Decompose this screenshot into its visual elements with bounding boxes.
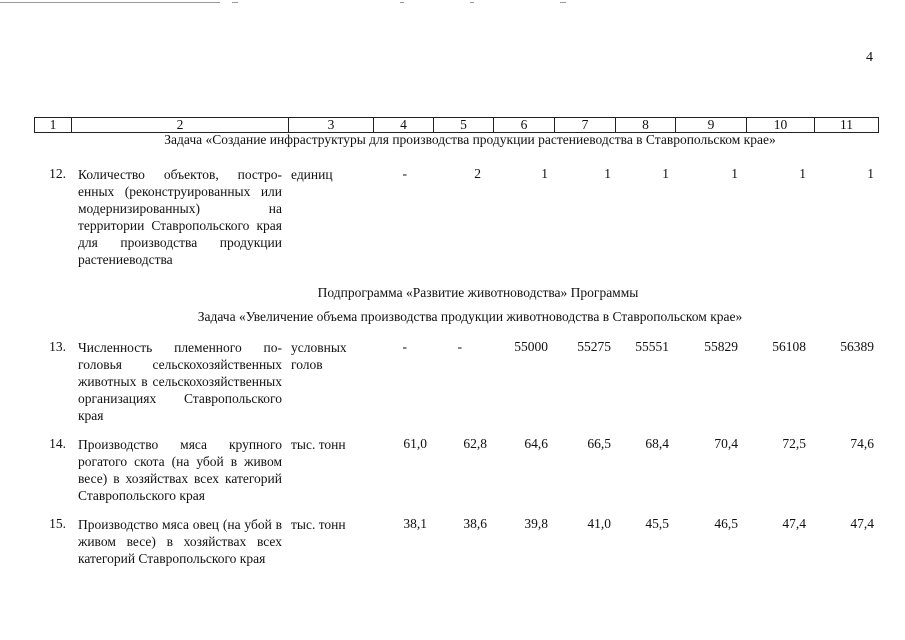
value-col-7: 55275: [577, 339, 611, 354]
value-col-8: 45,5: [645, 516, 669, 531]
value-col-6: 55000: [514, 339, 548, 354]
value-col-5: 62,8: [463, 436, 487, 451]
column-header-1: 1: [34, 117, 72, 133]
row-number: 15.: [49, 516, 66, 531]
value-col-10: 72,5: [782, 436, 806, 451]
value-col-8: 68,4: [645, 436, 669, 451]
value-col-6: 1: [541, 166, 548, 181]
column-header-4: 4: [373, 117, 434, 133]
column-header-2: 2: [71, 117, 289, 133]
value-col-8: 1: [662, 166, 669, 181]
value-col-9: 55829: [704, 339, 738, 354]
column-header-5: 5: [433, 117, 494, 133]
column-header-10: 10: [746, 117, 815, 133]
task-heading-livestock: Задача «Увеличение объема производства продукции животноводства в Ставропольском крае»: [197, 309, 743, 324]
value-col-7: 41,0: [587, 516, 611, 531]
task-heading-crop-infrastructure: Задача «Создание инфраструктуры для производства продукции растениеводства в Ставропольском крае»: [164, 132, 776, 147]
column-header-11: 11: [814, 117, 879, 133]
scan-artifact-line: [0, 2, 220, 3]
value-col-4: -: [402, 339, 407, 354]
value-col-6: 39,8: [524, 516, 548, 531]
column-header-7: 7: [554, 117, 616, 133]
indicator-name: Численность племенного поголовья сельскохозяйственных животных в сельскохозяйственных организациях Ставропольского края: [78, 340, 282, 423]
unit-of-measure: тыс. тонн: [291, 517, 346, 532]
unit-of-measure: единиц: [291, 167, 333, 182]
value-col-7: 66,5: [587, 436, 611, 451]
value-col-11: 74,6: [850, 436, 874, 451]
row-number: 14.: [49, 436, 66, 451]
row-number: 13.: [49, 339, 66, 354]
value-col-5: -: [457, 339, 462, 354]
value-col-4: -: [402, 166, 407, 181]
value-col-10: 56108: [772, 339, 806, 354]
unit-of-measure: тыс. тонн: [291, 437, 346, 452]
value-col-7: 1: [604, 166, 611, 181]
value-col-5: 38,6: [463, 516, 487, 531]
value-col-11: 47,4: [850, 516, 874, 531]
scan-artifact-line: [232, 2, 238, 3]
value-col-5: 2: [474, 166, 481, 181]
page-number: 4: [866, 50, 873, 65]
value-col-11: 56389: [840, 339, 874, 354]
value-col-11: 1: [867, 166, 874, 181]
row-number: 12.: [49, 166, 66, 181]
subprogram-heading-livestock: Подпрограмма «Развитие животноводства» Программы: [317, 285, 639, 300]
value-col-6: 64,6: [524, 436, 548, 451]
value-col-4: 61,0: [403, 436, 427, 451]
value-col-9: 70,4: [714, 436, 738, 451]
indicator-name: Количество объектов, построенных (реконструированных или модернизированных) на территории Ставропольского края для производства продукции растениеводства: [78, 167, 282, 267]
value-col-9: 1: [731, 166, 738, 181]
scan-artifact-line: [560, 2, 566, 3]
column-header-3: 3: [288, 117, 374, 133]
column-header-6: 6: [493, 117, 555, 133]
value-col-10: 1: [799, 166, 806, 181]
column-header-8: 8: [615, 117, 676, 133]
unit-of-measure: условных голов: [291, 340, 347, 372]
value-col-9: 46,5: [714, 516, 738, 531]
value-col-10: 47,4: [782, 516, 806, 531]
column-header-9: 9: [675, 117, 747, 133]
value-col-4: 38,1: [403, 516, 427, 531]
scan-artifact-line: [470, 2, 474, 3]
indicator-name: Производство мяса крупного рогатого скота (на убой в живом весе) в хозяйствах всех категорий Ставропольского края: [78, 437, 282, 503]
scan-artifact-line: [400, 2, 404, 3]
indicator-name: Производство мяса овец (на убой в живом весе) в хозяйствах всех категорий Ставропольского края: [78, 517, 282, 566]
value-col-8: 55551: [635, 339, 669, 354]
